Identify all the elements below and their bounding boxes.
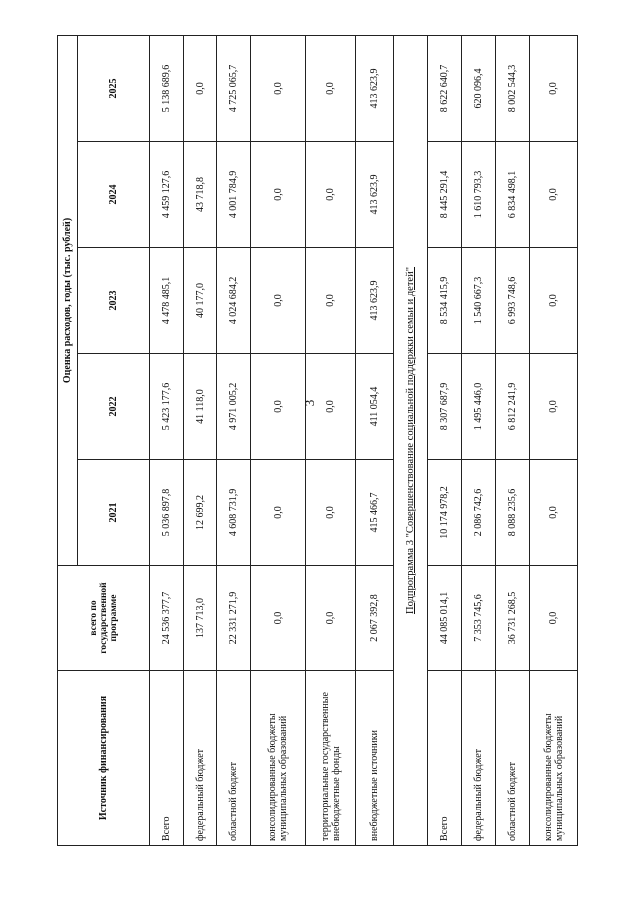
row-value: 4 971 005,2 [217, 354, 251, 460]
table-row [428, 35, 462, 845]
row-value: 4 725 065,7 [217, 35, 251, 141]
header-estimate: Оценка расходов, годы (тыс. рублей) [58, 35, 78, 565]
row-value: 4 459 127,6 [150, 142, 184, 248]
row-value: 6 834 498,1 [496, 142, 530, 248]
row-value: 413 623,9 [356, 35, 394, 141]
row-value: 411 054,4 [356, 354, 394, 460]
row-total: 0,0 [251, 566, 306, 671]
table-row [150, 35, 184, 845]
page-number: 3 [302, 399, 317, 407]
row-label: Всего [150, 671, 184, 846]
row-value: 620 096,4 [462, 35, 496, 141]
row-value: 1 495 446,0 [462, 354, 496, 460]
row-value: 1 610 793,3 [462, 142, 496, 248]
header-source: Источник финансирования [58, 671, 150, 846]
row-value: 0,0 [530, 35, 578, 141]
table-row [530, 35, 578, 845]
row-value: 413 623,9 [356, 248, 394, 354]
row-value: 12 699,2 [184, 460, 217, 566]
header-year: 2024 [78, 142, 150, 248]
row-value: 8 534 415,9 [428, 248, 462, 354]
row-value: 0,0 [251, 142, 306, 248]
table-row [184, 35, 217, 845]
row-total: 24 536 377,7 [150, 566, 184, 671]
header-row-1 [58, 35, 78, 845]
table-row [356, 35, 394, 845]
row-value: 8 445 291,4 [428, 142, 462, 248]
row-total: 137 713,0 [184, 566, 217, 671]
row-value: 8 307 687,9 [428, 354, 462, 460]
row-value: 415 466,7 [356, 460, 394, 566]
table-row [251, 35, 306, 845]
row-value: 0,0 [530, 354, 578, 460]
row-label: территориальные государственные внебюджетные фонды [306, 671, 356, 846]
row-value: 413 623,9 [356, 142, 394, 248]
row-value: 10 174 978,2 [428, 460, 462, 566]
row-value: 0,0 [251, 248, 306, 354]
funding-table-rotated [57, 36, 621, 846]
header-year: 2025 [78, 35, 150, 141]
row-value: 6 812 241,9 [496, 354, 530, 460]
row-value: 0,0 [306, 460, 356, 566]
row-label: федеральный бюджет [184, 671, 217, 846]
row-total: 36 731 268,5 [496, 566, 530, 671]
row-value: 41 118,0 [184, 354, 217, 460]
row-value: 40 177,0 [184, 248, 217, 354]
row-value: 0,0 [184, 35, 217, 141]
row-total: 44 085 014,1 [428, 566, 462, 671]
row-value: 1 540 667,3 [462, 248, 496, 354]
row-value: 4 001 784,9 [217, 142, 251, 248]
row-value: 4 024 684,2 [217, 248, 251, 354]
row-label: областной бюджет [496, 671, 530, 846]
row-value: 5 423 177,6 [150, 354, 184, 460]
row-value: 0,0 [251, 460, 306, 566]
row-value: 5 138 689,6 [150, 35, 184, 141]
row-label: областной бюджет [217, 671, 251, 846]
subprogram-title: Подпрограмма 3 "Совершенствование социальной поддержки семьи и детей" [394, 35, 428, 845]
row-label: консолидированные бюджеты муниципальных образований [530, 671, 578, 846]
row-value: 4 608 731,9 [217, 460, 251, 566]
row-value: 6 993 748,6 [496, 248, 530, 354]
table-row [496, 35, 530, 845]
row-value: 8 622 640,7 [428, 35, 462, 141]
header-total: всего по государственной программе [58, 566, 150, 671]
row-total: 2 067 392,8 [356, 566, 394, 671]
header-year: 2023 [78, 248, 150, 354]
table-row [217, 35, 251, 845]
row-value: 0,0 [306, 35, 356, 141]
row-value: 43 718,8 [184, 142, 217, 248]
row-value: 0,0 [530, 460, 578, 566]
row-value: 8 002 544,3 [496, 35, 530, 141]
row-value: 0,0 [306, 248, 356, 354]
subprogram-row [394, 35, 428, 845]
row-total: 7 353 745,6 [462, 566, 496, 671]
row-value: 0,0 [530, 248, 578, 354]
row-value: 0,0 [306, 354, 356, 460]
header-year: 2021 [78, 460, 150, 566]
row-label: внебюджетные источники [356, 671, 394, 846]
header-year: 2022 [78, 354, 150, 460]
row-label: Всего [428, 671, 462, 846]
row-value: 4 478 485,1 [150, 248, 184, 354]
row-value: 5 036 897,8 [150, 460, 184, 566]
row-value: 0,0 [251, 35, 306, 141]
table-row [306, 35, 356, 845]
row-value: 8 088 235,6 [496, 460, 530, 566]
row-total: 0,0 [530, 566, 578, 671]
row-total: 0,0 [306, 566, 356, 671]
row-label: консолидированные бюджеты муниципальных образований [251, 671, 306, 846]
row-value: 2 086 742,6 [462, 460, 496, 566]
row-value: 0,0 [530, 142, 578, 248]
row-label: федеральный бюджет [462, 671, 496, 846]
table-row [462, 35, 496, 845]
row-total: 22 331 271,9 [217, 566, 251, 671]
row-value: 0,0 [251, 354, 306, 460]
row-value: 0,0 [306, 142, 356, 248]
funding-table [57, 35, 578, 846]
